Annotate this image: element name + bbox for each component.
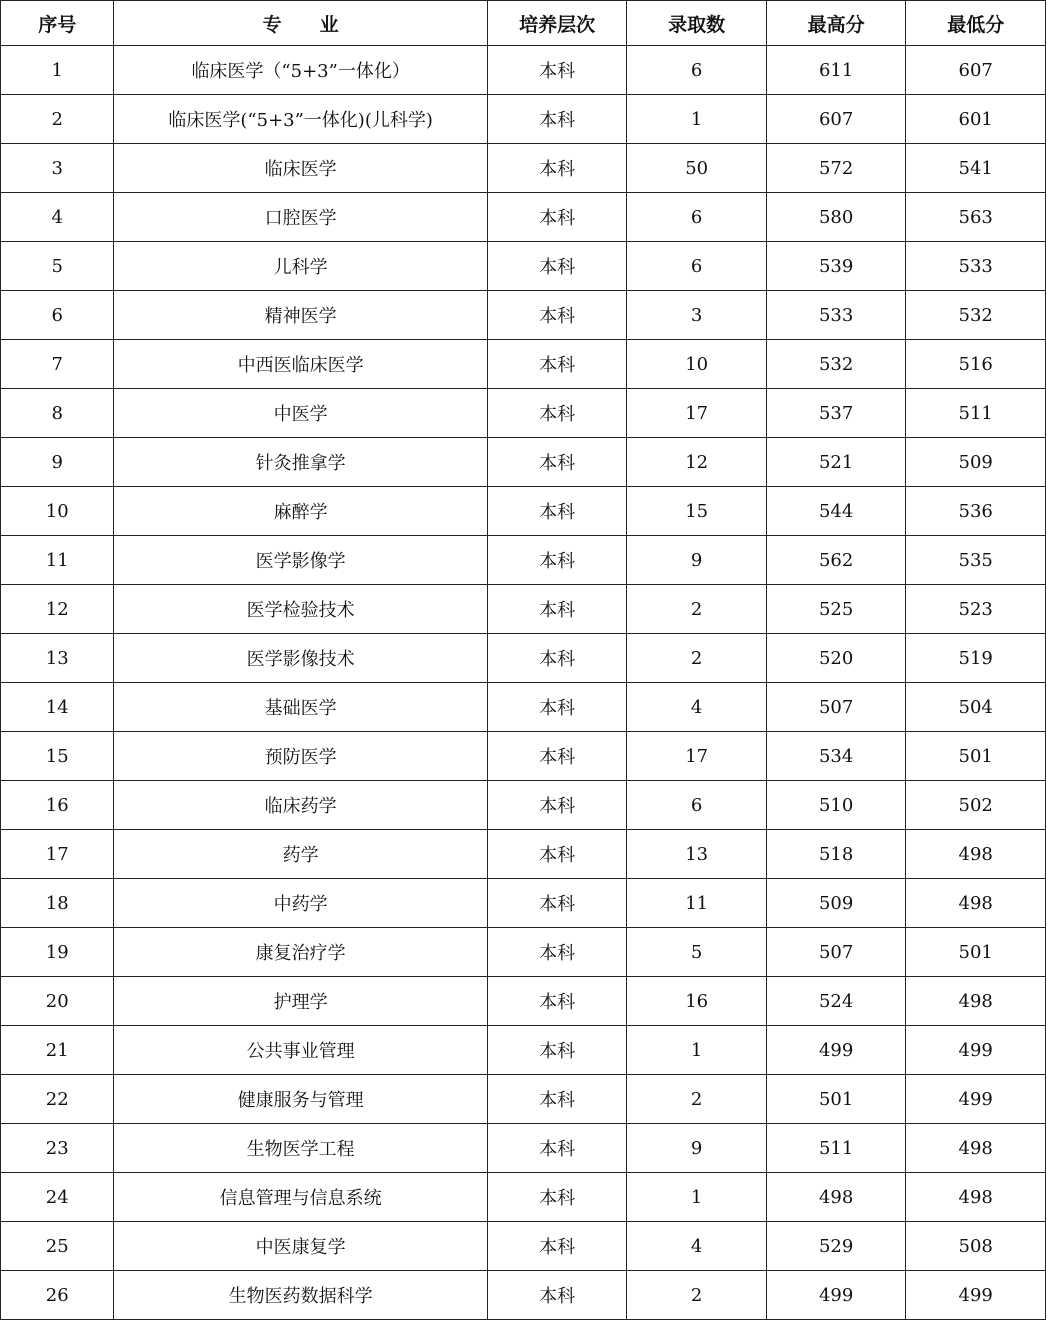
cell-admitted-count: 11 bbox=[627, 879, 767, 928]
cell-seq: 20 bbox=[1, 977, 114, 1026]
cell-admitted-count: 5 bbox=[627, 928, 767, 977]
cell-max-score: 501 bbox=[766, 1075, 906, 1124]
cell-admitted-count: 2 bbox=[627, 1075, 767, 1124]
cell-seq: 4 bbox=[1, 193, 114, 242]
header-admitted-count: 录取数 bbox=[627, 1, 767, 46]
cell-admitted-count: 50 bbox=[627, 144, 767, 193]
cell-level: 本科 bbox=[487, 1124, 627, 1173]
cell-major: 预防医学 bbox=[114, 732, 487, 781]
cell-max-score: 532 bbox=[766, 340, 906, 389]
cell-min-score: 498 bbox=[906, 1124, 1046, 1173]
cell-max-score: 544 bbox=[766, 487, 906, 536]
cell-level: 本科 bbox=[487, 291, 627, 340]
cell-major: 医学检验技术 bbox=[114, 585, 487, 634]
cell-seq: 19 bbox=[1, 928, 114, 977]
cell-max-score: 498 bbox=[766, 1173, 906, 1222]
table-row bbox=[1, 1271, 1046, 1320]
cell-major: 中医学 bbox=[114, 389, 487, 438]
cell-seq: 24 bbox=[1, 1173, 114, 1222]
cell-seq: 18 bbox=[1, 879, 114, 928]
cell-level: 本科 bbox=[487, 487, 627, 536]
cell-min-score: 498 bbox=[906, 830, 1046, 879]
cell-max-score: 507 bbox=[766, 683, 906, 732]
cell-min-score: 523 bbox=[906, 585, 1046, 634]
cell-major: 中医康复学 bbox=[114, 1222, 487, 1271]
cell-min-score: 502 bbox=[906, 781, 1046, 830]
cell-seq: 14 bbox=[1, 683, 114, 732]
cell-major: 中西医临床医学 bbox=[114, 340, 487, 389]
cell-min-score: 499 bbox=[906, 1075, 1046, 1124]
cell-seq: 6 bbox=[1, 291, 114, 340]
cell-major: 临床药学 bbox=[114, 781, 487, 830]
cell-min-score: 499 bbox=[906, 1026, 1046, 1075]
table-row bbox=[1, 1026, 1046, 1075]
header-seq: 序号 bbox=[1, 1, 114, 46]
cell-admitted-count: 2 bbox=[627, 585, 767, 634]
table-header-row bbox=[1, 1, 1046, 46]
cell-major: 临床医学（“5+3”一体化） bbox=[114, 46, 487, 95]
table-row bbox=[1, 438, 1046, 487]
cell-level: 本科 bbox=[487, 193, 627, 242]
cell-max-score: 533 bbox=[766, 291, 906, 340]
cell-admitted-count: 10 bbox=[627, 340, 767, 389]
cell-max-score: 529 bbox=[766, 1222, 906, 1271]
cell-major: 麻醉学 bbox=[114, 487, 487, 536]
cell-max-score: 607 bbox=[766, 95, 906, 144]
cell-level: 本科 bbox=[487, 46, 627, 95]
cell-max-score: 499 bbox=[766, 1026, 906, 1075]
table-row bbox=[1, 977, 1046, 1026]
cell-seq: 2 bbox=[1, 95, 114, 144]
table-row bbox=[1, 46, 1046, 95]
cell-major: 基础医学 bbox=[114, 683, 487, 732]
cell-min-score: 501 bbox=[906, 928, 1046, 977]
cell-major: 医学影像学 bbox=[114, 536, 487, 585]
table-row bbox=[1, 487, 1046, 536]
cell-seq: 9 bbox=[1, 438, 114, 487]
cell-max-score: 539 bbox=[766, 242, 906, 291]
cell-seq: 11 bbox=[1, 536, 114, 585]
cell-major: 针灸推拿学 bbox=[114, 438, 487, 487]
cell-level: 本科 bbox=[487, 1026, 627, 1075]
cell-max-score: 518 bbox=[766, 830, 906, 879]
table-row bbox=[1, 830, 1046, 879]
cell-major: 护理学 bbox=[114, 977, 487, 1026]
cell-major: 口腔医学 bbox=[114, 193, 487, 242]
cell-level: 本科 bbox=[487, 879, 627, 928]
cell-level: 本科 bbox=[487, 95, 627, 144]
cell-min-score: 498 bbox=[906, 1173, 1046, 1222]
cell-admitted-count: 1 bbox=[627, 1173, 767, 1222]
cell-max-score: 507 bbox=[766, 928, 906, 977]
cell-level: 本科 bbox=[487, 928, 627, 977]
cell-max-score: 534 bbox=[766, 732, 906, 781]
cell-admitted-count: 9 bbox=[627, 536, 767, 585]
cell-major: 公共事业管理 bbox=[114, 1026, 487, 1075]
table-row bbox=[1, 536, 1046, 585]
cell-admitted-count: 13 bbox=[627, 830, 767, 879]
cell-level: 本科 bbox=[487, 634, 627, 683]
cell-max-score: 524 bbox=[766, 977, 906, 1026]
cell-max-score: 511 bbox=[766, 1124, 906, 1173]
cell-min-score: 498 bbox=[906, 977, 1046, 1026]
cell-seq: 26 bbox=[1, 1271, 114, 1320]
cell-level: 本科 bbox=[487, 1271, 627, 1320]
cell-seq: 3 bbox=[1, 144, 114, 193]
cell-min-score: 516 bbox=[906, 340, 1046, 389]
cell-level: 本科 bbox=[487, 732, 627, 781]
header-major: 专 业 bbox=[114, 1, 487, 46]
cell-seq: 7 bbox=[1, 340, 114, 389]
cell-max-score: 525 bbox=[766, 585, 906, 634]
cell-max-score: 520 bbox=[766, 634, 906, 683]
cell-seq: 17 bbox=[1, 830, 114, 879]
table-row bbox=[1, 1173, 1046, 1222]
cell-level: 本科 bbox=[487, 536, 627, 585]
cell-min-score: 533 bbox=[906, 242, 1046, 291]
header-max-score: 最高分 bbox=[766, 1, 906, 46]
table-row bbox=[1, 928, 1046, 977]
table-row bbox=[1, 291, 1046, 340]
cell-level: 本科 bbox=[487, 1222, 627, 1271]
cell-min-score: 511 bbox=[906, 389, 1046, 438]
cell-major: 康复治疗学 bbox=[114, 928, 487, 977]
cell-min-score: 501 bbox=[906, 732, 1046, 781]
cell-min-score: 509 bbox=[906, 438, 1046, 487]
cell-seq: 8 bbox=[1, 389, 114, 438]
cell-admitted-count: 6 bbox=[627, 781, 767, 830]
header-min-score: 最低分 bbox=[906, 1, 1046, 46]
cell-seq: 25 bbox=[1, 1222, 114, 1271]
cell-admitted-count: 12 bbox=[627, 438, 767, 487]
cell-seq: 5 bbox=[1, 242, 114, 291]
table-row bbox=[1, 95, 1046, 144]
cell-min-score: 532 bbox=[906, 291, 1046, 340]
table-row bbox=[1, 781, 1046, 830]
cell-major: 医学影像技术 bbox=[114, 634, 487, 683]
table-row bbox=[1, 1124, 1046, 1173]
table-row bbox=[1, 1075, 1046, 1124]
cell-admitted-count: 4 bbox=[627, 1222, 767, 1271]
cell-admitted-count: 17 bbox=[627, 389, 767, 438]
cell-level: 本科 bbox=[487, 389, 627, 438]
table-row bbox=[1, 1222, 1046, 1271]
cell-major: 健康服务与管理 bbox=[114, 1075, 487, 1124]
cell-seq: 1 bbox=[1, 46, 114, 95]
table-row bbox=[1, 683, 1046, 732]
cell-admitted-count: 15 bbox=[627, 487, 767, 536]
cell-level: 本科 bbox=[487, 242, 627, 291]
cell-admitted-count: 6 bbox=[627, 46, 767, 95]
cell-seq: 10 bbox=[1, 487, 114, 536]
cell-admitted-count: 6 bbox=[627, 242, 767, 291]
cell-admitted-count: 3 bbox=[627, 291, 767, 340]
cell-major: 临床医学 bbox=[114, 144, 487, 193]
cell-major: 儿科学 bbox=[114, 242, 487, 291]
cell-admitted-count: 17 bbox=[627, 732, 767, 781]
cell-max-score: 510 bbox=[766, 781, 906, 830]
cell-min-score: 535 bbox=[906, 536, 1046, 585]
cell-level: 本科 bbox=[487, 830, 627, 879]
cell-seq: 21 bbox=[1, 1026, 114, 1075]
cell-min-score: 519 bbox=[906, 634, 1046, 683]
cell-level: 本科 bbox=[487, 438, 627, 487]
cell-max-score: 499 bbox=[766, 1271, 906, 1320]
cell-level: 本科 bbox=[487, 585, 627, 634]
cell-level: 本科 bbox=[487, 977, 627, 1026]
cell-seq: 16 bbox=[1, 781, 114, 830]
table-row bbox=[1, 193, 1046, 242]
table-row bbox=[1, 732, 1046, 781]
cell-level: 本科 bbox=[487, 340, 627, 389]
cell-level: 本科 bbox=[487, 1173, 627, 1222]
cell-major: 中药学 bbox=[114, 879, 487, 928]
cell-major: 生物医药数据科学 bbox=[114, 1271, 487, 1320]
cell-min-score: 508 bbox=[906, 1222, 1046, 1271]
cell-max-score: 509 bbox=[766, 879, 906, 928]
table-body bbox=[1, 46, 1046, 1320]
cell-admitted-count: 2 bbox=[627, 634, 767, 683]
cell-admitted-count: 6 bbox=[627, 193, 767, 242]
cell-major: 精神医学 bbox=[114, 291, 487, 340]
cell-admitted-count: 9 bbox=[627, 1124, 767, 1173]
cell-min-score: 541 bbox=[906, 144, 1046, 193]
table-row bbox=[1, 879, 1046, 928]
cell-max-score: 562 bbox=[766, 536, 906, 585]
cell-level: 本科 bbox=[487, 683, 627, 732]
cell-min-score: 536 bbox=[906, 487, 1046, 536]
cell-level: 本科 bbox=[487, 144, 627, 193]
cell-min-score: 499 bbox=[906, 1271, 1046, 1320]
table-row bbox=[1, 242, 1046, 291]
table-row bbox=[1, 389, 1046, 438]
table-row bbox=[1, 634, 1046, 683]
cell-admitted-count: 16 bbox=[627, 977, 767, 1026]
cell-seq: 13 bbox=[1, 634, 114, 683]
cell-major: 药学 bbox=[114, 830, 487, 879]
cell-max-score: 580 bbox=[766, 193, 906, 242]
cell-max-score: 572 bbox=[766, 144, 906, 193]
cell-level: 本科 bbox=[487, 781, 627, 830]
cell-min-score: 563 bbox=[906, 193, 1046, 242]
cell-max-score: 611 bbox=[766, 46, 906, 95]
cell-seq: 22 bbox=[1, 1075, 114, 1124]
table-row bbox=[1, 585, 1046, 634]
cell-min-score: 601 bbox=[906, 95, 1046, 144]
cell-min-score: 607 bbox=[906, 46, 1046, 95]
cell-admitted-count: 2 bbox=[627, 1271, 767, 1320]
cell-level: 本科 bbox=[487, 1075, 627, 1124]
cell-major: 临床医学(“5+3”一体化)(儿科学) bbox=[114, 95, 487, 144]
cell-max-score: 537 bbox=[766, 389, 906, 438]
table-row bbox=[1, 340, 1046, 389]
cell-seq: 15 bbox=[1, 732, 114, 781]
cell-major: 信息管理与信息系统 bbox=[114, 1173, 487, 1222]
cell-max-score: 521 bbox=[766, 438, 906, 487]
cell-major: 生物医学工程 bbox=[114, 1124, 487, 1173]
cell-min-score: 504 bbox=[906, 683, 1046, 732]
cell-seq: 12 bbox=[1, 585, 114, 634]
cell-admitted-count: 4 bbox=[627, 683, 767, 732]
cell-admitted-count: 1 bbox=[627, 1026, 767, 1075]
cell-min-score: 498 bbox=[906, 879, 1046, 928]
cell-admitted-count: 1 bbox=[627, 95, 767, 144]
header-level: 培养层次 bbox=[487, 1, 627, 46]
cell-seq: 23 bbox=[1, 1124, 114, 1173]
table-row bbox=[1, 144, 1046, 193]
